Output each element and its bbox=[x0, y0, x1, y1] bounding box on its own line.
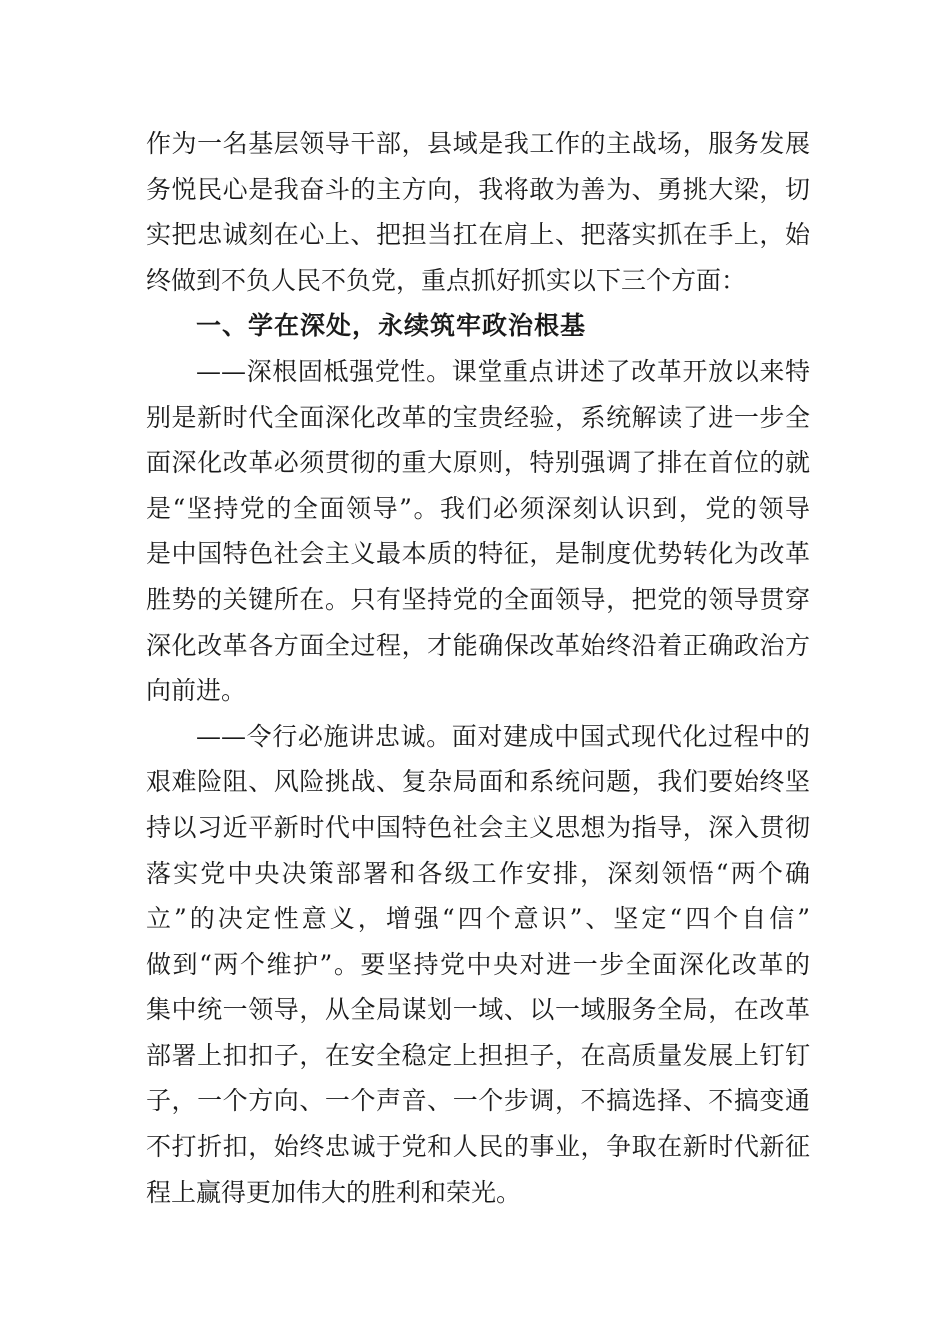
document-page bbox=[146, 121, 810, 1215]
text-line: 程上赢得更加伟大的胜利和荣光。 bbox=[146, 1177, 522, 1207]
paragraph-party-spirit bbox=[146, 349, 810, 714]
text-line: 持以习近平新时代中国特色社会主义思想为指导，深入贯彻 bbox=[146, 812, 810, 842]
text-line: 作为一名基层领导干部，县域是我工作的主战场，服务发展 bbox=[146, 129, 810, 158]
text-line: 终做到不负人民不负党，重点抓好抓实以下三个方面： bbox=[146, 265, 747, 295]
text-line: 是中国特色社会主义最本质的特征，是制度优势转化为改革 bbox=[146, 539, 810, 569]
text-line: ——深根固柢强党性。课堂重点讲述了改革开放以来特 bbox=[196, 356, 810, 386]
text-line: 向前进。 bbox=[146, 676, 247, 706]
text-line: 胜势的关键所在。只有坚持党的全面领导，把党的领导贯穿 bbox=[146, 584, 810, 614]
text-line: 部署上扣扣子，在安全稳定上担担子，在高质量发展上钉钉 bbox=[146, 1040, 810, 1070]
text-line: ——令行必施讲忠诚。面对建成中国式现代化过程中的 bbox=[196, 721, 810, 751]
text-line: 做到“两个维护”。要坚持党中央对进一步全面深化改革的 bbox=[146, 949, 810, 979]
text-line: 是“坚持党的全面领导”。我们必须深刻认识到，党的领导 bbox=[146, 493, 810, 523]
text-line: 深化改革各方面全过程，才能确保改革始终沿着正确政治方 bbox=[146, 630, 810, 660]
text-line: 艰难险阻、风险挑战、复杂局面和系统问题，我们要始终坚 bbox=[146, 767, 810, 797]
text-line: 子，一个方向、一个声音、一个步调，不搞选择、不搞变通 bbox=[146, 1086, 810, 1116]
text-line: 集中统一领导，从全局谋划一域、以一域服务全局，在改革 bbox=[146, 995, 810, 1025]
text-line: 面深化改革必须贯彻的重大原则，特别强调了排在首位的就 bbox=[146, 448, 810, 478]
intro-paragraph bbox=[146, 121, 810, 303]
text-line: 实把忠诚刻在心上、把担当扛在肩上、把落实抓在手上，始 bbox=[146, 220, 810, 250]
text-line: 不打折扣，始终忠诚于党和人民的事业，争取在新时代新征 bbox=[146, 1132, 810, 1162]
text-line: 务悦民心是我奋斗的主方向，我将敢为善为、勇挑大梁，切 bbox=[146, 174, 810, 204]
section-heading: 一、学在深处，永续筑牢政治根基 bbox=[196, 311, 587, 341]
text-line: 落实党中央决策部署和各级工作安排，深刻领悟“两个确 bbox=[146, 858, 810, 888]
paragraph-loyalty bbox=[146, 714, 810, 1216]
text-line: 别是新时代全面深化改革的宝贵经验，系统解读了进一步全 bbox=[146, 402, 810, 432]
text-line: 立”的决定性意义，增强“四个意识”、坚定“四个自信” bbox=[146, 904, 810, 934]
